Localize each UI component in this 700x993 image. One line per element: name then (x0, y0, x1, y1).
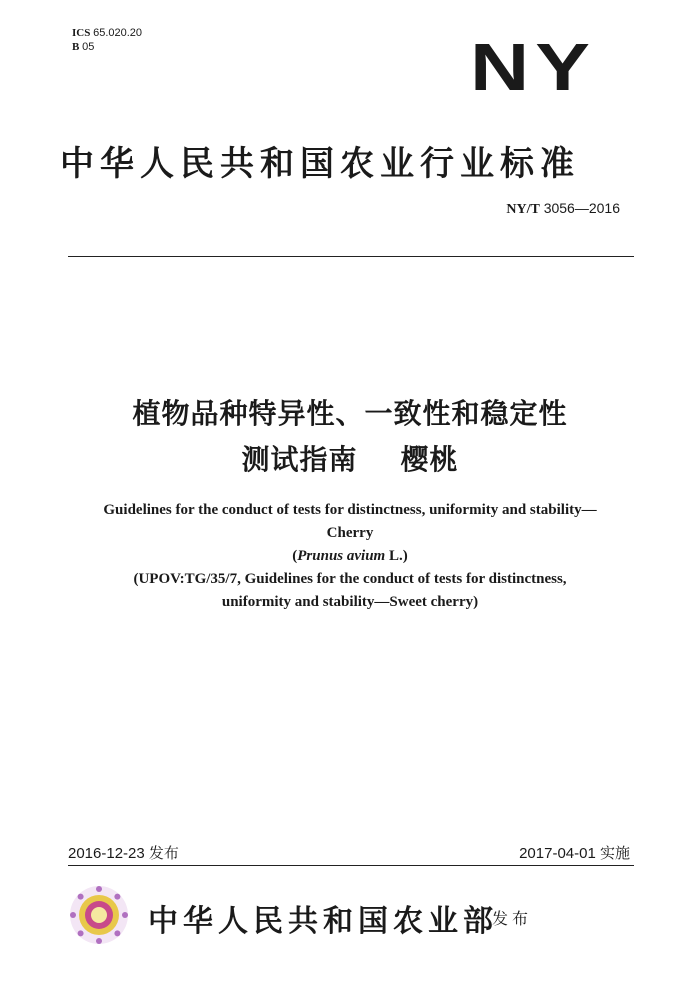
latin-name: Prunus avium (297, 548, 386, 564)
effective-label: 实施 (599, 845, 630, 862)
title-en-block (40, 499, 660, 614)
bottom-divider (68, 865, 634, 866)
issuer-name: 中华人民共和国农业部 (148, 904, 498, 939)
effective-date: 2017-04-01 实施 (519, 845, 630, 862)
title-en-line3: (Prunus avium L.) (292, 548, 408, 564)
top-divider (68, 256, 634, 257)
ics-code: 65.020.20 (93, 27, 143, 39)
title-en-line5: uniformity and stability—Sweet cherry) (221, 594, 479, 610)
title-cn-line1: 植物品种特异性、一致性和稳定性 (132, 397, 568, 430)
standard-prefix: NY/T (506, 202, 540, 217)
standard-number-value: 3056—2016 (543, 200, 620, 216)
ics-line (72, 26, 142, 40)
ny-logo: NY (470, 29, 596, 105)
title-en-line4: (UPOV:TG/35/7, Guidelines for the conduct of tests for distinctness, (133, 571, 567, 587)
ccs-label: B (72, 41, 80, 53)
publish-date: 2016-12-23 发布 (68, 845, 179, 862)
publish-label: 发布 (148, 845, 179, 862)
title-en-line1: Guidelines for the conduct of tests for distinctness, uniformity and stability— (103, 502, 597, 518)
ccs-line (72, 40, 142, 54)
classification-codes (72, 26, 142, 54)
title-cn-line2: 测试指南 樱桃 (241, 443, 459, 476)
standard-org-title: 中华人民共和国农业行业标准 (60, 144, 580, 184)
ics-label: ICS (72, 27, 91, 39)
title-en-line2: Cherry (326, 525, 374, 541)
ccs-code: 05 (82, 41, 95, 53)
issue-label: 发布 (492, 909, 533, 928)
standard-number (506, 200, 620, 218)
ministry-seal-icon (68, 884, 130, 946)
